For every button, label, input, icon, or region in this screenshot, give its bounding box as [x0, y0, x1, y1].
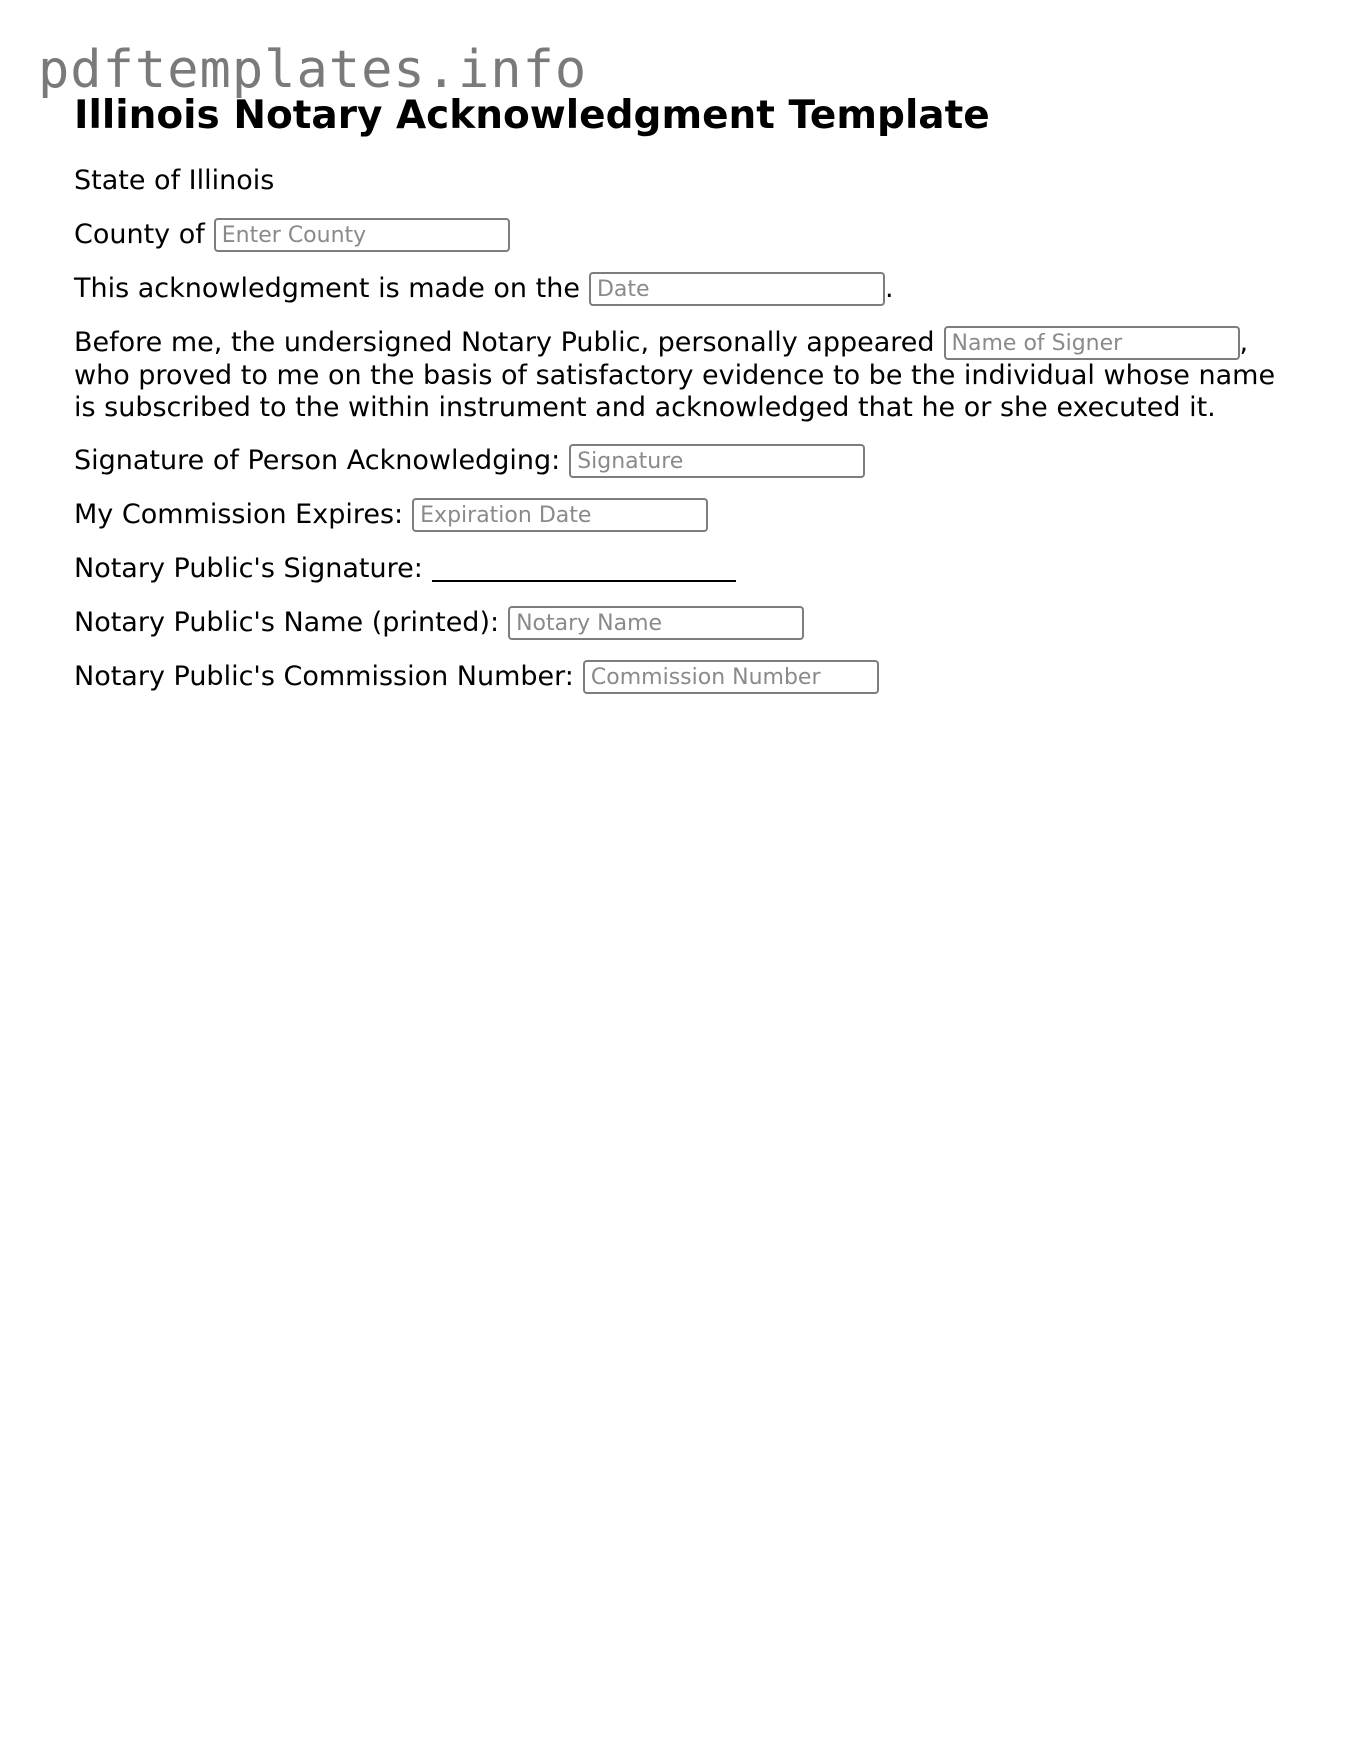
signer-name-input[interactable]	[944, 326, 1240, 360]
page-title: Illinois Notary Acknowledgment Template	[74, 93, 990, 138]
appearance-paragraph	[74, 326, 1304, 424]
notary-name-input[interactable]	[508, 606, 804, 640]
signature-input[interactable]	[569, 444, 865, 478]
state-line: State of Illinois	[74, 165, 275, 196]
notary-signature-label: Notary Public's Signature:	[74, 553, 423, 584]
appearance-continuation: who proved to me on the basis of satisfactory evidence to be the individual whose name is subscribed to the within instrument and acknowledged that he or she executed it.	[74, 360, 1276, 423]
appearance-comma: ,	[1239, 327, 1249, 358]
commission-expires-row	[74, 498, 1304, 532]
appearance-label: Before me, the undersigned Notary Public, personally appeared	[74, 327, 935, 358]
expiration-date-input[interactable]	[412, 498, 708, 532]
notary-name-row	[74, 606, 1304, 640]
notary-signature-row	[74, 552, 1304, 586]
notary-name-label: Notary Public's Name (printed):	[74, 607, 500, 638]
acknowledgment-date-row	[74, 272, 1304, 306]
commission-expires-label: My Commission Expires:	[74, 499, 404, 530]
county-input[interactable]	[214, 218, 510, 252]
acknowledgment-date-label: This acknowledgment is made on the	[74, 273, 580, 304]
commission-number-input[interactable]	[583, 660, 879, 694]
appearance-first-line	[74, 326, 1304, 360]
signature-person-row	[74, 444, 1304, 478]
notary-signature-line[interactable]	[432, 556, 736, 582]
commission-number-row	[74, 660, 1304, 694]
date-period: .	[884, 273, 894, 304]
county-row	[74, 218, 1304, 252]
signature-person-label: Signature of Person Acknowledging:	[74, 445, 561, 476]
county-label: County of	[74, 219, 205, 250]
watermark: pdftemplates.info	[38, 40, 588, 100]
commission-number-label: Notary Public's Commission Number:	[74, 661, 574, 692]
date-input[interactable]	[589, 272, 885, 306]
form-content	[74, 92, 1304, 694]
